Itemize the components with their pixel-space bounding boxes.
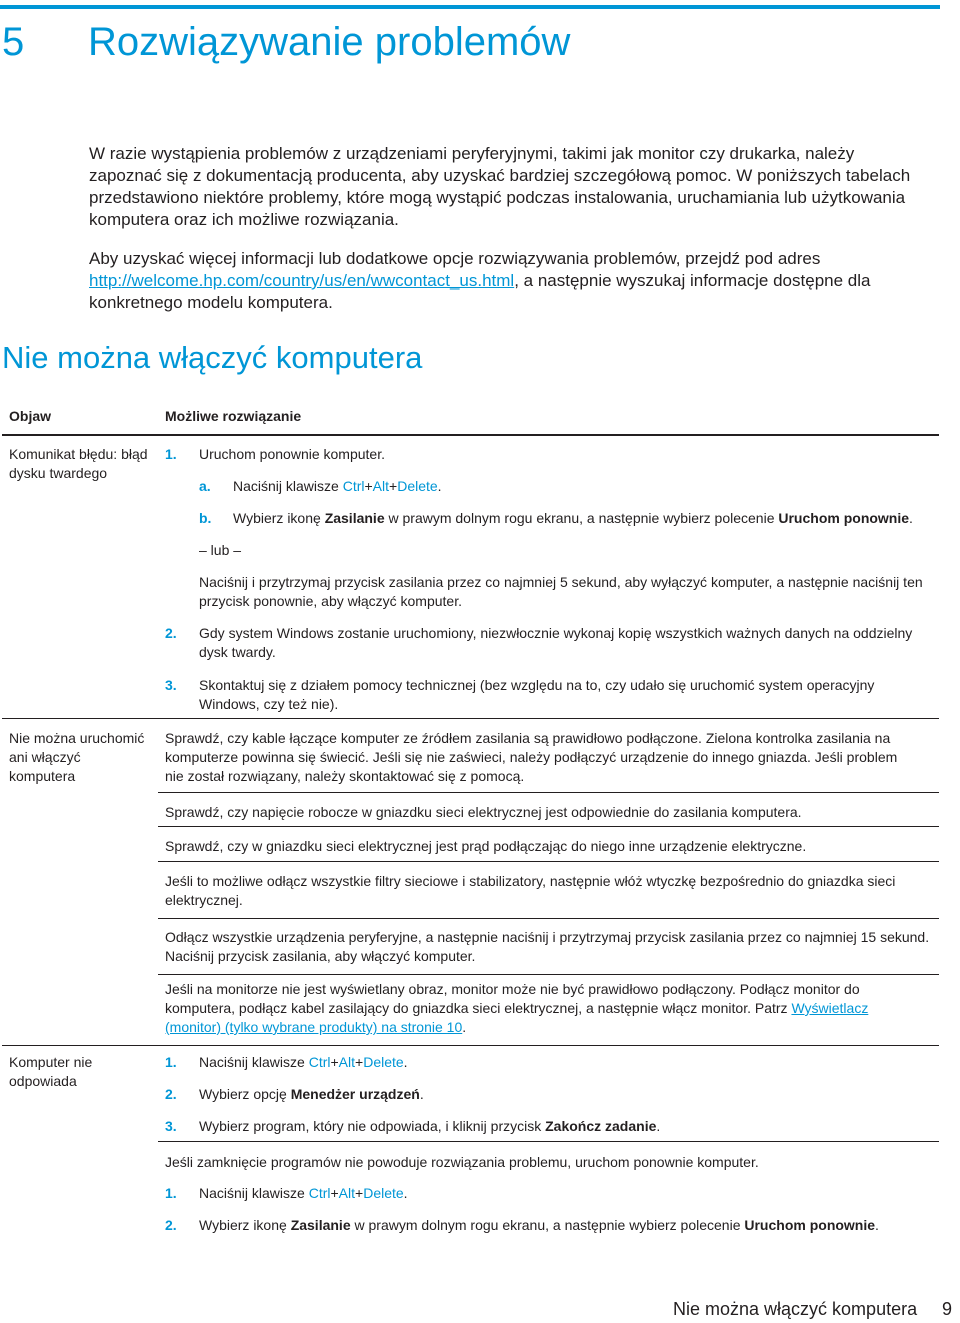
substep-label: a. — [199, 478, 211, 494]
restart-note: Jeśli zamknięcie programów nie powoduje rozwiązania problemu, uruchom ponownie komputer. — [165, 1154, 759, 1170]
cell-divider — [158, 792, 939, 793]
step-text: Uruchom ponownie komputer. — [199, 446, 385, 462]
step-keys: Naciśnij klawisze Ctrl+Alt+Delete. — [199, 1054, 408, 1070]
step-text: Skontaktuj się z działem pomocy technicznej (bez względu na to, czy udało się uruchomić system operacyjny Windows, czy też nie). — [199, 677, 875, 712]
step-text: Wybierz program, który nie odpowiada, i kliknij przycisk Zakończ zadanie. — [199, 1118, 661, 1134]
top-rule — [0, 5, 940, 9]
step-keys: Naciśnij klawisze Ctrl+Alt+Delete. — [199, 1185, 408, 1201]
step-number: 1. — [165, 1054, 177, 1070]
column-header-symptom: Objaw — [9, 408, 52, 424]
cell-divider — [158, 918, 939, 919]
header-rule — [2, 434, 939, 436]
solution-peripherals: Odłącz wszystkie urządzenia peryferyjne, a następnie naciśnij i przytrzymaj przycisk zasilania przez co najmniej 15 sekund. Naciśnij przycisk zasilania, aby włączyć komputer. — [165, 929, 930, 964]
cell-divider — [158, 826, 939, 827]
chapter-number: 5 — [2, 20, 25, 64]
support-link[interactable]: http://welcome.hp.com/country/us/en/wwcontact_us.html — [89, 271, 515, 290]
step-number: 1. — [165, 446, 177, 462]
cell-divider — [158, 861, 939, 862]
solution-cables: Sprawdź, czy kable łączące komputer ze źródłem zasilania są prawidłowo podłączone. Zielona kontrolka zasilania na komputerze powinna się świecić. Jeśli się nie zaświeci, należy podłączyć urządzenie do innego gniazda. Jeśli problem nie został rozwiązany, należy skontaktować się z pomocą. — [165, 730, 898, 784]
substep-label: b. — [199, 510, 212, 526]
intro-paragraph-2: Aby uzyskać więcej informacji lub dodatkowe opcje rozwiązywania problemów, przejdź pod adres http://welcome.hp.com/country/us/en/wwcontact_us.html, a następnie wyszukaj informacje dostępne dla konkretnego modelu komputera. — [89, 249, 871, 312]
step-text: Wybierz opcję Menedżer urządzeń. — [199, 1086, 424, 1102]
monitor-link-continued[interactable]: (monitor) (tylko wybrane produkty) na stronie 10 — [165, 1019, 463, 1035]
row-divider — [2, 718, 939, 719]
solution-surge: Jeśli to możliwe odłącz wszystkie filtry sieciowe i stabilizatory, następnie włóż wtyczkę bezpośrednio do gniazdka sieci elektrycznej. — [165, 873, 896, 908]
step-text: Gdy system Windows zostanie uruchomiony, niezwłocznie wykonaj kopię wszystkich ważnych danych na oddzielny dysk twardy. — [199, 625, 913, 660]
substep-power: Wybierz ikonę Zasilanie w prawym dolnym rogu ekranu, a następnie wybierz polecenie Uruchom ponownie. — [233, 510, 913, 526]
step-text: Wybierz ikonę Zasilanie w prawym dolnym rogu ekranu, a następnie wybierz polecenie Uruchom ponownie. — [199, 1217, 879, 1233]
chapter-title: Rozwiązywanie problemów — [88, 20, 571, 64]
step-number: 3. — [165, 1118, 177, 1134]
page-number: 9 — [942, 1299, 953, 1319]
intro-paragraph-1: W razie wystąpienia problemów z urządzeniami peryferyjnymi, takimi jak monitor czy drukarka, należy zapoznać się z dokumentacją producenta, aby uzyskać bardziej szczegółową pomoc. W poniższych tabelach przedstawiono niektóre problemy, które mogą wystąpić podczas instalowania, uruchamiania lub użytkowania komputera oraz ich możliwe rozwiązania. — [89, 144, 911, 229]
symptom-not-responding: Komputer nie odpowiada — [9, 1054, 93, 1089]
footer-section-title: Nie można włączyć komputera — [673, 1299, 918, 1319]
solution-outlet: Sprawdź, czy w gniazdku sieci elektrycznej jest prąd podłączając do niego inne urządzenie elektryczne. — [165, 838, 807, 854]
symptom-disk-error: Komunikat błędu: błąd dysku twardego — [9, 446, 148, 481]
cell-divider — [158, 1141, 939, 1142]
section-title: Nie można włączyć komputera — [2, 340, 423, 375]
or-separator: – lub – — [199, 542, 242, 558]
row-divider — [2, 1045, 939, 1046]
column-header-solution: Możliwe rozwiązanie — [165, 408, 302, 424]
step-number: 2. — [165, 1086, 177, 1102]
solution-monitor: Jeśli na monitorze nie jest wyświetlany obraz, monitor może nie być prawidłowo podłączony. Podłącz monitor do komputera, podłącz kabel zasilający do gniazdka sieci elektrycznej, a następnie włącz monitor. Patrz Wyświetlacz (monitor) (tylko wybrane produkty) na stronie 10. — [165, 981, 869, 1035]
step-number: 2. — [165, 625, 177, 641]
step-number: 1. — [165, 1185, 177, 1201]
step-number: 3. — [165, 677, 177, 693]
cell-divider — [158, 974, 939, 975]
alt-instruction: Naciśnij i przytrzymaj przycisk zasilania przez co najmniej 5 sekund, aby wyłączyć komputer, a następnie naciśnij ten przycisk ponownie, aby włączyć komputer. — [199, 574, 923, 609]
substep-keys: Naciśnij klawisze Ctrl+Alt+Delete. — [233, 478, 442, 494]
step-number: 2. — [165, 1217, 177, 1233]
monitor-link[interactable]: Wyświetlacz — [791, 1000, 869, 1016]
solution-voltage: Sprawdź, czy napięcie robocze w gniazdku sieci elektrycznej jest odpowiednie do zasilania komputera. — [165, 804, 802, 820]
symptom-no-power: Nie można uruchomić ani włączyć komputera — [9, 730, 145, 784]
